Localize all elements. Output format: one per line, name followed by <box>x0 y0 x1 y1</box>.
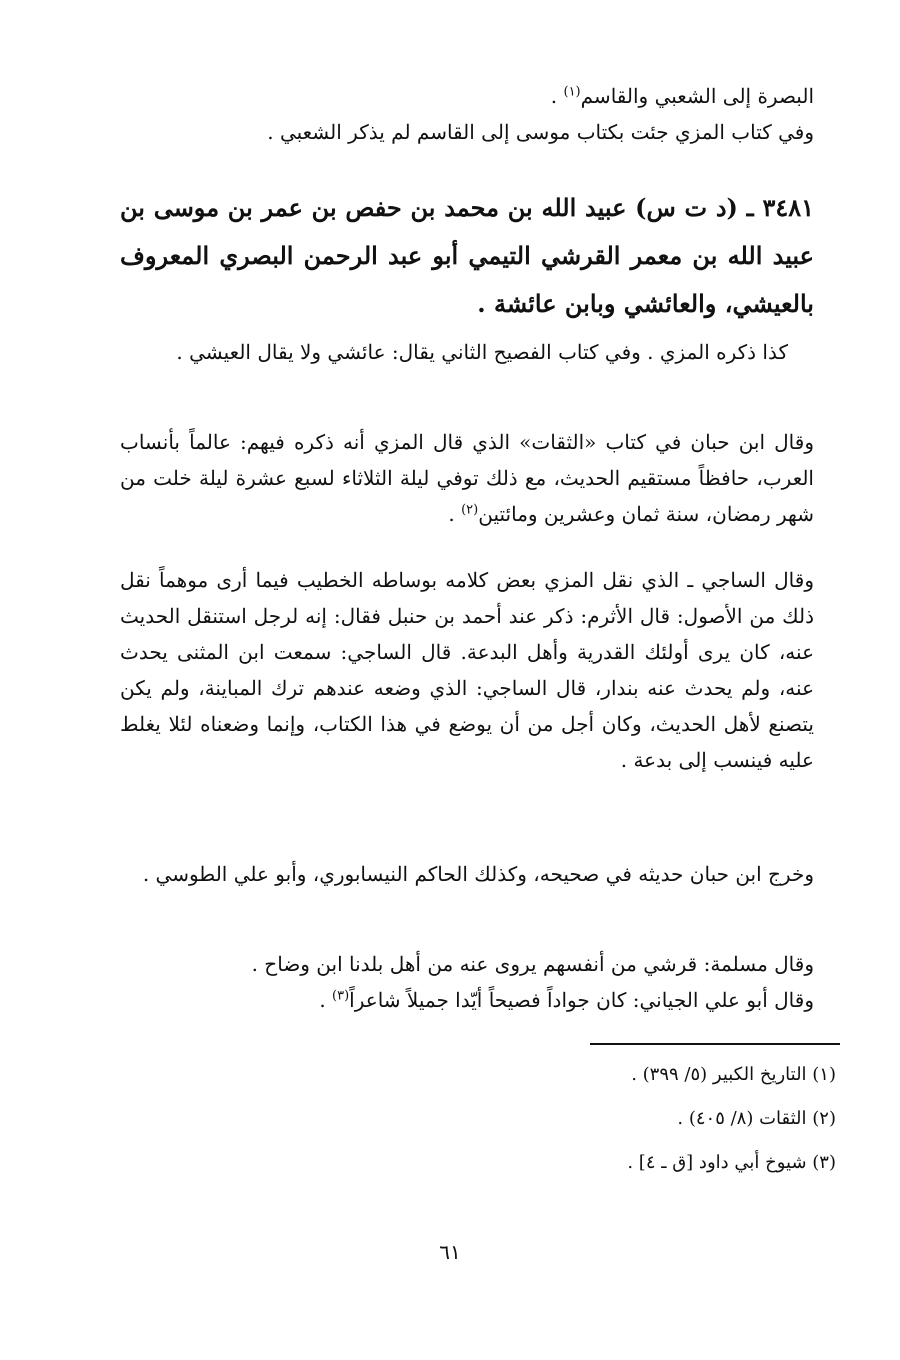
paragraph-2: وفي كتاب المزي جئت بكتاب موسى إلى القاسم لم يذكر الشعبي . <box>267 120 814 144</box>
footnote-3: (٣) شيوخ أبي داود [ق ـ ٤] . <box>627 1152 836 1173</box>
entry-heading: ٣٤٨١ ـ (د ت س) عبيد الله بن محمد بن حفص بن عمر بن موسى بن عبيد الله بن معمر القرشي التيمي أبو عبد الرحمن البصري المعروف بالعيشي، والعائشي وبابن عائشة . <box>120 193 814 318</box>
paragraph-3: كذا ذكره المزي . وفي كتاب الفصيح الثاني يقال: عائشي ولا يقال العيشي . <box>176 340 788 364</box>
footnote-ref-1: (١) <box>563 84 581 100</box>
footnote-1: (١) التاريخ الكبير (٥/ ٣٩٩) . <box>631 1064 836 1085</box>
footnote-2: (٢) الثقات (٨/ ٤٠٥) . <box>677 1108 836 1129</box>
main-text-2 <box>120 334 814 370</box>
main-text-5 <box>120 856 814 892</box>
footnote-ref-2: (٢) <box>461 502 479 518</box>
footnote-separator <box>590 1043 840 1045</box>
entry-block <box>120 184 814 328</box>
footnote-ref-3: (٣) <box>332 988 350 1004</box>
page-number: ٦١ <box>439 1240 461 1264</box>
paragraph-5: وقال الساجي ـ الذي نقل المزي بعض كلامه بوساطه الخطيب فيما أرى موهماً نقل ذلك من الأصول: قال الأثرم: ذكر عند أحمد بن حنبل فقال: إنه لرجل استنقل الحديث عنه، كان يرى أولئك القدرية وأهل البدعة. قال الساجي: سمعت ابن المثنى يحدث عنه، ولم يحدث عنه بندار، قال الساجي: الذي وضعه عندهم ترك المباينة، ولم يكن يتصنع لأهل الحديث، وكان أجل من أن يوضع في هذا الكتاب، وإنما وضعناه لئلا يغلط عليه فينسب إلى بدعة . <box>120 568 814 772</box>
paragraph-6: وخرج ابن حبان حديثه في صحيحه، وكذلك الحاكم النيسابوري، وأبو علي الطوسي . <box>142 862 814 886</box>
paragraph-8: وقال أبو علي الجياني: كان جواداً فصيحاً أيّدا جميلاً شاعراً$^{(٣)}$ . <box>319 988 814 1012</box>
main-text-4 <box>120 562 814 778</box>
paragraph-4: وقال ابن حبان في كتاب «الثقات» الذي قال المزي أنه ذكره فيهم: عالماً بأنساب العرب، حافظاً مستقيم الحديث، مع ذلك توفي ليلة الثلاثاء لسبع عشرة ليلة خلت من شهر رمضان، سنة ثمان وعشرين ومائتين$^{(٢)}$ . <box>120 430 814 526</box>
main-text-6 <box>120 946 814 1018</box>
main-text <box>120 78 814 150</box>
paragraph-7: وقال مسلمة: قرشي من أنفسهم يروى عنه من أهل بلدنا ابن وضاح . <box>251 952 814 976</box>
paragraph-1: البصرة إلى الشعبي والقاسم$^{(١)}$ . <box>550 84 814 108</box>
main-text-3 <box>120 424 814 532</box>
